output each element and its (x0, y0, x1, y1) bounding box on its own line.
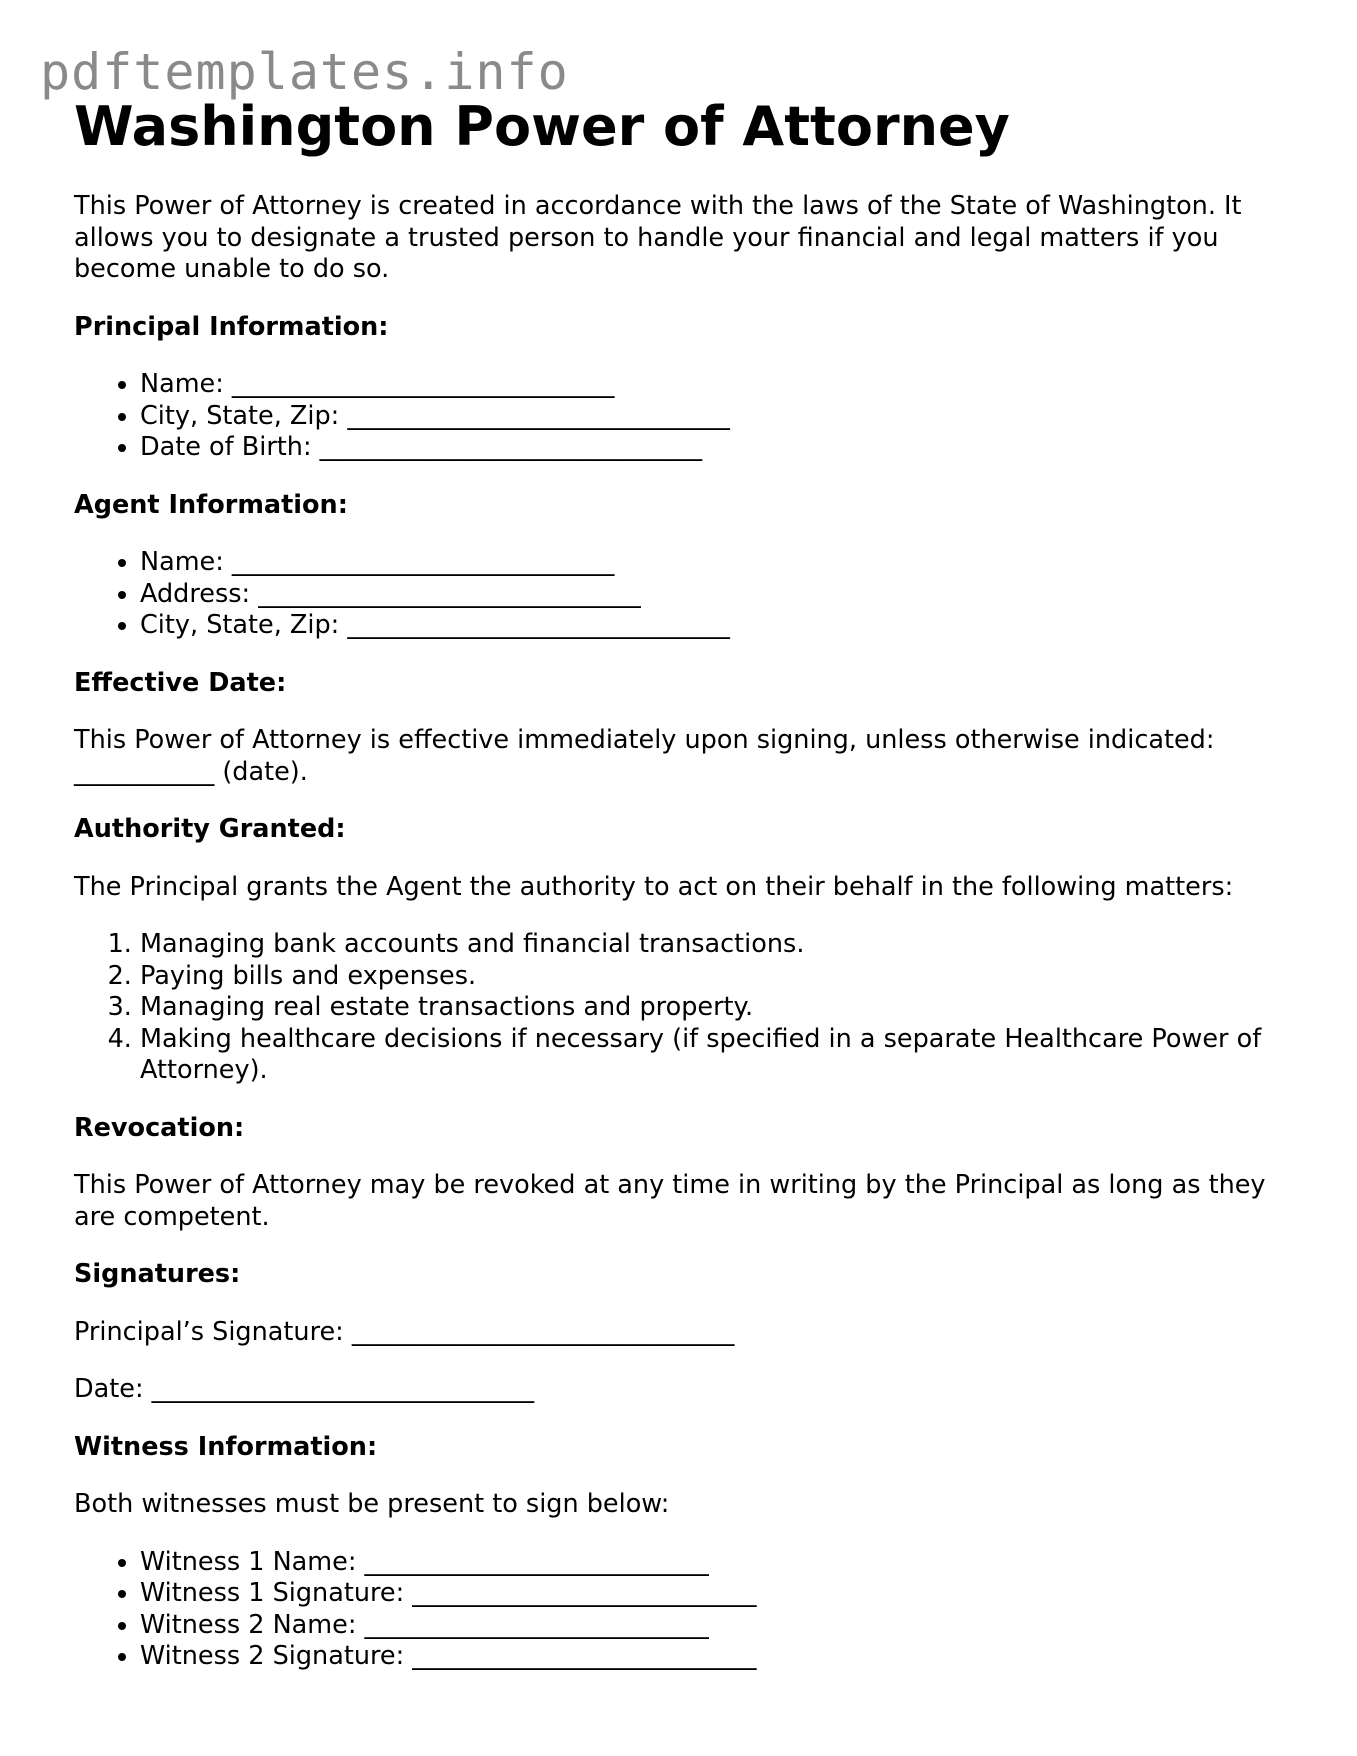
witness-fields-list (74, 1547, 1284, 1673)
witness-1-name-field: • Witness 1 Name: ___________________________ (140, 1547, 1284, 1579)
witness-1-signature-field: • Witness 1 Signature: ___________________________ (140, 1578, 1284, 1610)
authority-item: 3. Managing real estate transactions and property. (140, 992, 1284, 1024)
agent-fields-list (74, 547, 1284, 642)
document-page (74, 94, 1284, 1673)
document-title: Washington Power of Attorney (74, 95, 1010, 158)
authority-heading: Authority Granted: (74, 814, 346, 844)
authority-item: 2. Paying bills and expenses. (140, 961, 1284, 993)
principal-date-of-birth-field: • Date of Birth: ______________________________ (140, 432, 1284, 464)
agent-city-state-zip-field: • City, State, Zip: ______________________________ (140, 610, 1284, 642)
watermark: pdftemplates.info (40, 43, 569, 101)
principal-city-state-zip-field: • City, State, Zip: ______________________________ (140, 401, 1284, 433)
authority-text: The Principal grants the Agent the authority to act on their behalf in the following matters: (74, 871, 1234, 902)
principal-heading: Principal Information: (74, 311, 389, 342)
witness-text: Both witnesses must be present to sign below: (74, 1489, 670, 1519)
authority-list (74, 929, 1284, 1087)
authority-item: 1. Managing bank accounts and financial transactions. (140, 929, 1284, 961)
witness-2-signature-field: • Witness 2 Signature: ___________________________ (140, 1641, 1284, 1673)
principal-fields-list (74, 369, 1284, 464)
signature-date-line: Date: ______________________________ (74, 1374, 535, 1404)
effective-date-heading: Effective Date: (74, 667, 287, 698)
effective-date-text: This Power of Attorney is effective immediately upon signing, unless otherwise indicated: ___________ (date). (74, 725, 1215, 787)
principal-signature-line: Principal’s Signature: ______________________________ (74, 1316, 735, 1347)
signatures-heading: Signatures: (74, 1259, 241, 1289)
principal-name-field: • Name: ______________________________ (140, 369, 1284, 401)
witness-heading: Witness Information: (74, 1431, 378, 1462)
agent-heading: Agent Information: (74, 489, 348, 520)
intro-paragraph: This Power of Attorney is created in accordance with the laws of the State of Washington. It allows you to designate a trusted person to handle your financial and legal matters if you become unable to do so. (74, 191, 1242, 284)
witness-2-name-field: • Witness 2 Name: ___________________________ (140, 1610, 1284, 1642)
revocation-text: This Power of Attorney may be revoked at any time in writing by the Principal as long as they are competent. (74, 1170, 1266, 1232)
agent-address-field: • Address: ______________________________ (140, 579, 1284, 611)
agent-name-field: • Name: ______________________________ (140, 547, 1284, 579)
authority-item: 4. Making healthcare decisions if necessary (if specified in a separate Healthcare Power of Attorney). (140, 1024, 1284, 1087)
revocation-heading: Revocation: (74, 1112, 245, 1143)
